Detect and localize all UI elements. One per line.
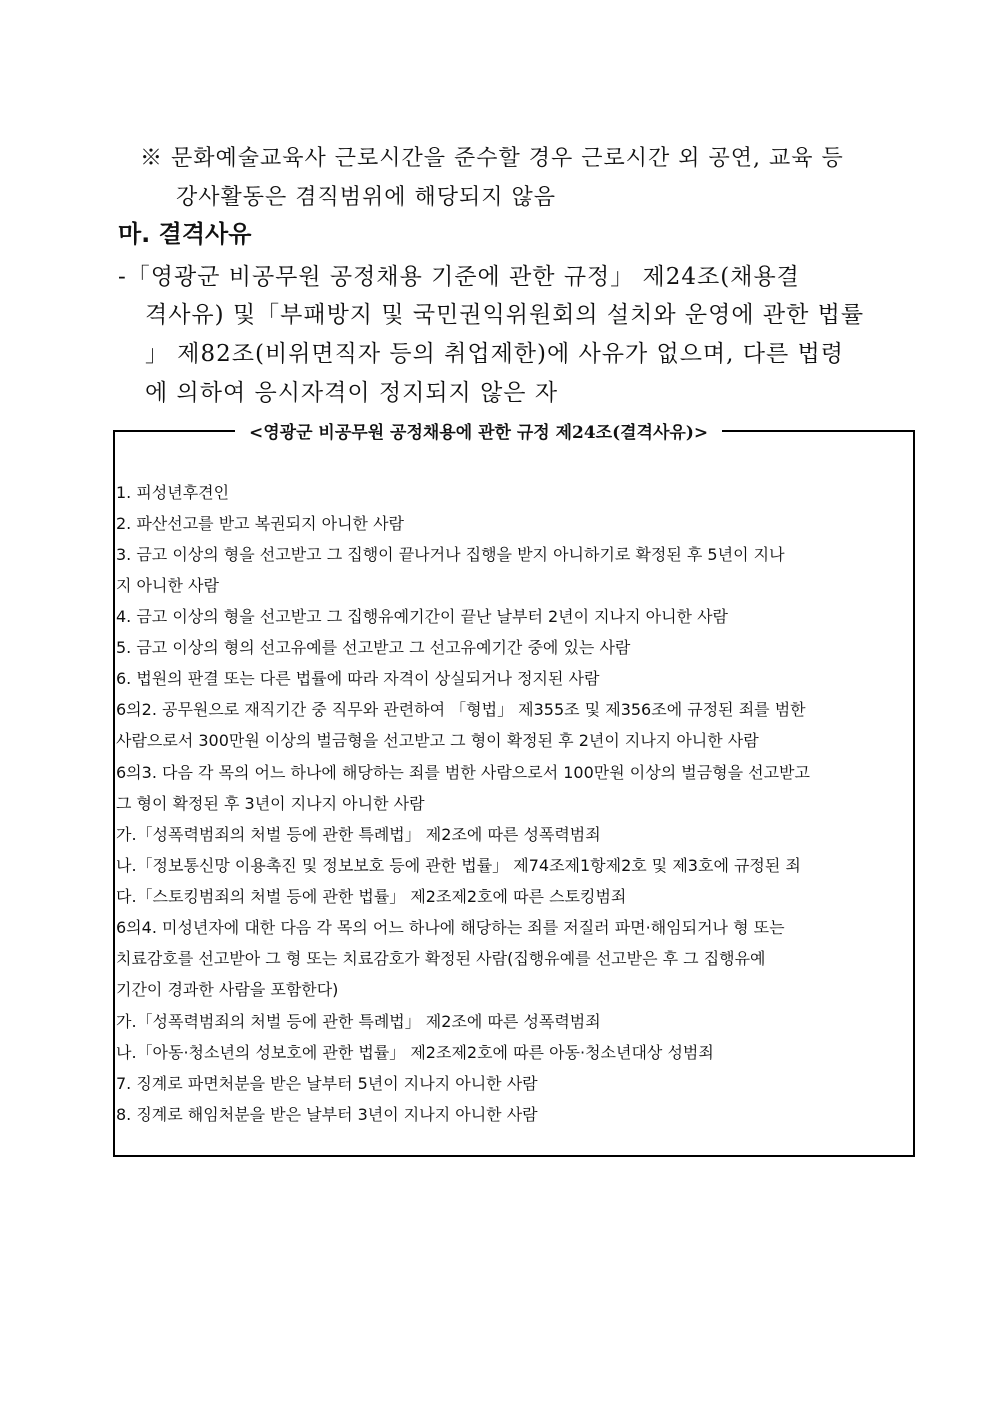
list-item: 치료감호를 선고받아 그 형 또는 치료감호가 확정된 사람(집행유예를 선고받은 후 그 집행유예 [116,949,766,968]
section-heading: 마. 결격사유 [118,220,252,248]
note-line-1: ※ 문화예술교육사 근로시간을 준수할 경우 근로시간 외 공연, 교육 등 [140,146,844,171]
list-item: 그 형이 확정된 후 3년이 지나지 아니한 사람 [116,794,425,813]
list-item: 1. 피성년후견인 [116,483,230,502]
list-item: 사람으로서 300만원 이상의 벌금형을 선고받고 그 형이 확정된 후 2년이 지나지 아니한 사람 [116,731,759,750]
list-item: 나.「아동·청소년의 성보호에 관한 법률」 제2조제2호에 따른 아동·청소년대상 성범죄 [116,1043,714,1062]
body-line-1: -「영광군 비공무원 공정채용 기준에 관한 규정」 제24조(채용결 [118,264,800,290]
list-item: 8. 징계로 해임처분을 받은 날부터 3년이 지나지 아니한 사람 [116,1105,538,1124]
list-item: 4. 금고 이상의 형을 선고받고 그 집행유예기간이 끝난 날부터 2년이 지나지 아니한 사람 [116,607,728,626]
list-item: 5. 금고 이상의 형의 선고유예를 선고받고 그 선고유예기간 중에 있는 사람 [116,638,631,657]
list-item: 기간이 경과한 사람을 포함한다) [116,980,339,999]
list-item: 가.「성폭력범죄의 처벌 등에 관한 특례법」 제2조에 따른 성폭력범죄 [116,1012,601,1031]
note-line-2: 강사활동은 겸직범위에 해당되지 않음 [176,185,557,210]
list-item: 6의3. 다음 각 목의 어느 하나에 해당하는 죄를 범한 사람으로서 100만원 이상의 벌금형을 선고받고 [116,763,810,782]
list-item: 6의2. 공무원으로 재직기간 중 직무와 관련하여 「형법」 제355조 및 제356조에 규정된 죄를 범한 [116,700,806,719]
list-item: 7. 징계로 파면처분을 받은 날부터 5년이 지나지 아니한 사람 [116,1074,538,1093]
body-line-4: 에 의하여 응시자격이 정지되지 않은 자 [145,380,559,406]
list-item: 3. 금고 이상의 형을 선고받고 그 집행이 끝나거나 집행을 받지 아니하기로 확정된 후 5년이 지나 [116,545,785,564]
body-line-2: 격사유) 및「부패방지 및 국민권익위원회의 설치와 운영에 관한 법률 [145,302,865,328]
list-item: 다.「스토킹범죄의 처벌 등에 관한 법률」 제2조제2호에 따른 스토킹범죄 [116,887,627,906]
list-item: 6. 법원의 판결 또는 다른 법률에 따라 자격이 상실되거나 정지된 사람 [116,669,600,688]
list-item: 6의4. 미성년자에 대한 다음 각 목의 어느 하나에 해당하는 죄를 저질러 파면·해임되거나 형 또는 [116,918,785,937]
list-item: 지 아니한 사람 [116,576,219,595]
list-item: 나.「정보통신망 이용촉진 및 정보보호 등에 관한 법률」 제74조제1항제2호 및 제3호에 규정된 죄 [116,856,801,875]
list-item: 2. 파산선고를 받고 복권되지 아니한 사람 [116,514,404,533]
list-item: 가.「성폭력범죄의 처벌 등에 관한 특례법」 제2조에 따른 성폭력범죄 [116,825,601,844]
body-line-3: 」 제82조(비위면직자 등의 취업제한)에 사유가 없으며, 다른 법령 [145,341,844,367]
box-title: <영광군 비공무원 공정채용에 관한 규정 제24조(결격사유)> [235,418,722,443]
